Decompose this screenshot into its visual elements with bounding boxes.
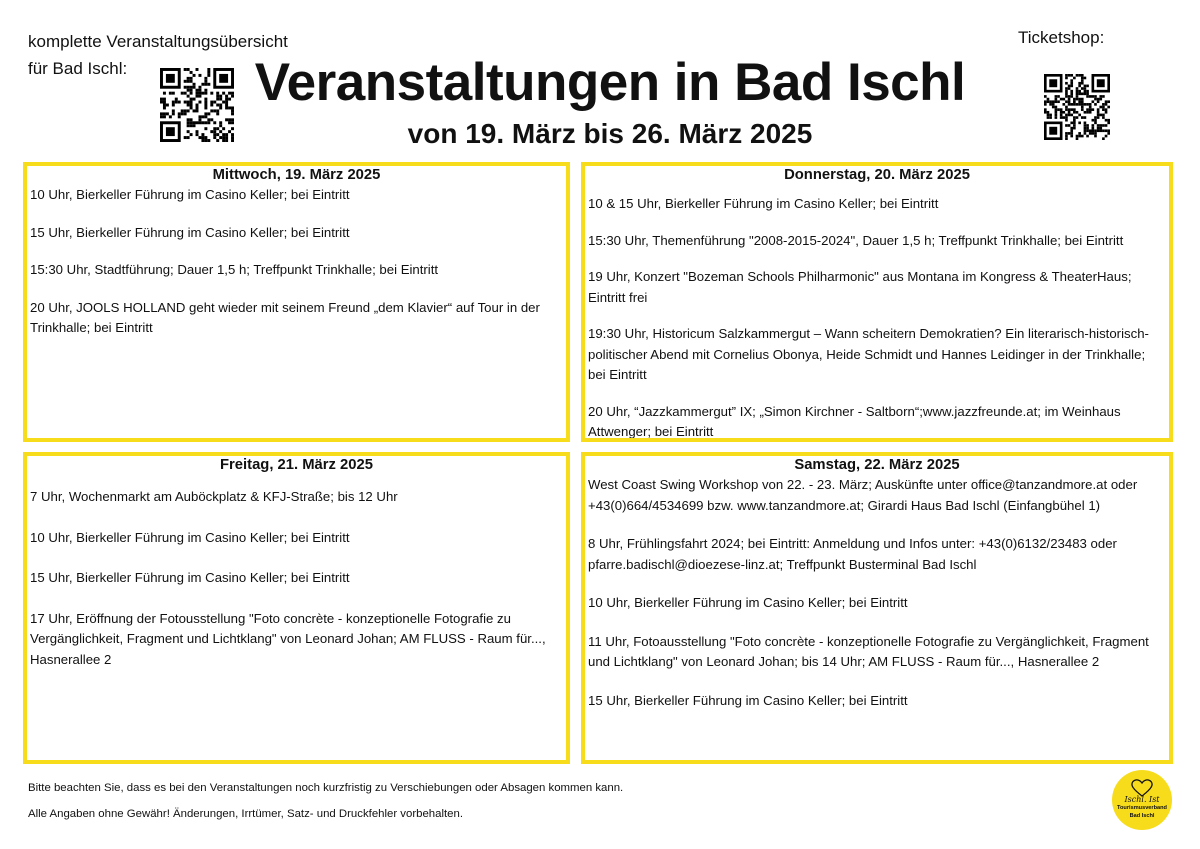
event-item: 17 Uhr, Eröffnung der Fotousstellung "Foto concrète - konzeptionelle Fotografie zu Vergänglichkeit, Fragment und Lichtklang" von Leonard Johan; AM FLUSS - Raum für..., Hasnerallee 2 (30, 610, 546, 667)
event-item: 15:30 Uhr, Themenführung "2008-2015-2024", Dauer 1,5 h; Treffpunkt Trinkhalle; bei Eintritt (588, 232, 1124, 248)
qr-code-icon[interactable] (1044, 74, 1110, 140)
event-item: 10 & 15 Uhr, Bierkeller Führung im Casino Keller; bei Eintritt (588, 196, 939, 211)
page-title: Veranstaltungen in Bad Ischl (254, 53, 966, 112)
event-item: 10 Uhr, Bierkeller Führung im Casino Keller; bei Eintritt (30, 187, 350, 202)
logo-script: Ischl. Ist (1124, 795, 1160, 804)
overview-line-1: komplette Veranstaltungsübersicht (28, 32, 288, 51)
event-item: 15 Uhr, Bierkeller Führung im Casino Keller; bei Eintritt (30, 224, 350, 240)
event-item: 11 Uhr, Fotoausstellung "Foto concrète - konzeptionelle Fotografie zu Vergänglichkeit, Fragment und Lichtklang" von Leonard Johan; bis 14 Uhr; AM FLUSS - Raum für..., Hasnerallee 2 (588, 633, 1149, 669)
event-item: 19:30 Uhr, Historicum Salzkammergut – Wann scheitern Demokratien? Ein literarisch-historisch-politischer Abend mit Cornelius Obonya, Heide Schmidt und Hannes Leidinger in der Trinkhalle; bei Eintritt (588, 326, 1149, 382)
day-panel-saturday (581, 452, 1173, 764)
event-item: 10 Uhr, Bierkeller Führung im Casino Keller; bei Eintritt (30, 529, 350, 545)
event-item: 20 Uhr, “Jazzkammergut” IX; „Simon Kirchner - Saltborn“;www.jazzfreunde.at; im Weinhaus Attwenger; bei Eintritt (588, 403, 1121, 439)
event-item: 8 Uhr, Frühlingsfahrt 2024; bei Eintritt: Anmeldung und Infos unter: +43(0)6132/23483 oder pfarre.badischl@dioezese-linz.at; Treffpunkt Busterminal Bad Ischl (588, 536, 1117, 572)
event-item: 10 Uhr, Bierkeller Führung im Casino Keller; bei Eintritt (588, 595, 908, 610)
qr-code-icon[interactable] (160, 68, 234, 142)
day-title: Mittwoch, 19. März 2025 (212, 167, 381, 183)
event-item: 15:30 Uhr, Stadtführung; Dauer 1,5 h; Treffpunkt Trinkhalle; bei Eintritt (30, 262, 439, 277)
logo-text-line-2: Bad Ischl (1129, 813, 1155, 819)
day-title: Donnerstag, 20. März 2025 (784, 167, 970, 183)
event-item: 15 Uhr, Bierkeller Führung im Casino Keller; bei Eintritt (30, 570, 350, 585)
day-title: Samstag, 22. März 2025 (794, 457, 960, 473)
day-panel-wednesday (23, 162, 570, 442)
event-item: 15 Uhr, Bierkeller Führung im Casino Keller; bei Eintritt (588, 692, 908, 708)
logo-text-line-1: Tourismusverband (1117, 805, 1167, 811)
event-item: 19 Uhr, Konzert "Bozeman Schools Philharmonic" aus Montana im Kongress & TheaterHaus; Eintritt frei (588, 269, 1132, 305)
qr-code-graphic (1044, 74, 1110, 140)
event-item: 20 Uhr, JOOLS HOLLAND geht wieder mit seinem Freund „dem Klavier“ auf Tour in der Trinkhalle; bei Eintritt (30, 299, 540, 335)
page-subtitle: von 19. März bis 26. März 2025 (407, 118, 813, 149)
day-panel-thursday (581, 162, 1173, 442)
day-title: Freitag, 21. März 2025 (220, 457, 373, 473)
ticketshop-label: Ticketshop: (1018, 28, 1105, 47)
footer-disclaimer: Alle Angaben ohne Gewähr! Änderungen, Irrtümer, Satz- und Druckfehler vorbehalten. (28, 808, 464, 820)
footer-notice: Bitte beachten Sie, dass es bei den Veranstaltungen noch kurzfristig zu Verschiebungen oder Absagen kommen kann. (28, 782, 624, 794)
event-item: 7 Uhr, Wochenmarkt am Auböckplatz & KFJ-Straße; bis 12 Uhr (30, 489, 398, 504)
tourism-logo[interactable] (1112, 770, 1172, 830)
overview-line-2: für Bad Ischl: (28, 59, 128, 78)
day-panel-friday (23, 452, 570, 764)
qr-code-graphic (160, 68, 234, 142)
event-item: West Coast Swing Workshop von 22. - 23. März; Auskünfte unter office@tanzandmore.at oder +43(0)664/4534699 bzw. www.tanzandmore.at; Girardi Haus Bad Ischl (Einfangbühel 1) (588, 477, 1138, 513)
